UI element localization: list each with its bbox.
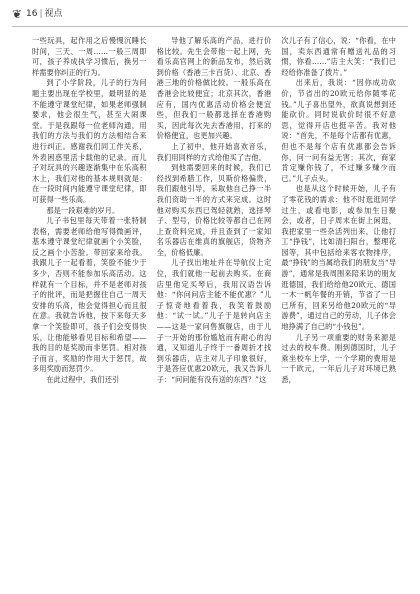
section-title: 视点 (44, 9, 63, 19)
header-rule (12, 26, 408, 27)
paragraph: 到他需要回来的时候，我们已经找到希腊工作，贝斯价格偏贵，我们跟他引导，采取他自己挣一半我们资助一半的方式来完成。这时他对购买东西已驾轻就熟，选择琴子、型号，价格比较等都自己在网上查资料完成，并且查到了一家知名乐器店在维真的旗舰店，货物齐全，价格低廉。 (156, 163, 272, 257)
paragraph: 导他了解乐高的产品，进行价格比较。先生会带他一起上网，先看乐高官网上的新品发布，然后就到价格（香港三卡百货）、北京、香港三地的价格做比较。一般乐高在香港会比较便宜；北京其次，香港应有，国内优惠活动价格会便宜些，但我们一般都选择在香港购买，因此每次先去香港用，打来的价格便宜，也更加兴趣。 (156, 36, 272, 141)
page-header (0, 0, 420, 26)
paragraph: 在此过程中，我们还引 (46, 375, 120, 384)
paragraph: 儿子另一项重要的财务来源是过去的校车费。刚到德国时，儿子乘坐校车上学，一个学期的费用是一千欧元，一年后儿子对环境已熟悉， (281, 332, 397, 384)
paragraph: 到了小学阶段，儿子的行为问题主要出现在学校里，最明显的是不能遵守课堂纪律，如果老师强制要求，他会很生气，甚至大闹课堂。于是我跟每一位老师沟通，用我们的方法与我们的方法相结合来进行纠正。感谢我们同工作关系，外表困惑里活卡载他的记录。而儿子对玩具的兴趣逐渐集中在乐高积木上，我们对他的基本规则就是：在一段时间内能遵守课堂纪律，即可获得一些乐高。 (32, 78, 147, 204)
paragraph: 一些玩具，起作用之后慢慢沉睡长时间，三天、一周……一般三周即可，孩子养成执学习惯后，换另一样需要你纠正的行为。 (32, 36, 147, 77)
column-2 (157, 36, 272, 586)
paragraph: 儿子书包里每天带着一张特制表格，需要老师给他写得微画评，基本遵守课堂纪律就画个小笑脸，反之画个小苦脸。带回家来给我。我跟儿子一起看着，笑脸不能少于多少，否则不能参加乐高活动。这样就有一个目标，并不是老师对孩子的批评，而是把握住自己一周天安排的乐高，他会觉得担心而且很在意。我就告诉他，按下来每天多拿一个笑脸即可，孩子们会变得快乐，让他能够看见目标和希望——我的目的是奖励而非惩罚。相对孩子而言，奖励的作用大于惩罚，故多用奖励而惩罚少。 (32, 216, 147, 374)
paragraph: 那是一段艰难的岁月。 (46, 205, 120, 215)
paragraph: 上了初中，他开始喜欢音乐，我们用同样的方式给他买了吉他。 (156, 141, 272, 162)
paragraph: 也是从这个时候开始，儿子有了零花钱的需求：他不时逛逛同学过生，或看电影，或参加生日聚会，或者，日子周末在街上闲逛，我把家里一些杂活列出来，让他打工“挣钱”，比如清扫阳台，整理花园等，其中包括给来客衣物排序，最“挣钱”的当属给我们的朋友当“导游”，通常是我周围来陪来访的朋友逛德国，我们给给他20欧元、德国一木一帆年餐的开销，节省了一日已所有，回来另给他20欧元的“导游费”，通过自己的劳动，儿子体会地挣满了自己的“小钱包”。 (281, 184, 397, 332)
paragraph: 儿子找出地址并在导航仪上定位，我们就他一起前去购买。在商店里他定买琴后，我用汉语告诉他：“你问问店主能不能优惠？”儿子惊奇地看着我，我笑着鼓励他：“试一试。”儿子于是转向店主——这是一家问售旗舰店，由于儿子一开始的那份尴尬而有耐心的沟通，又知道儿子终于一番周折才找到乐器店，店主对儿子印象很好，于是答应优惠20欧元，我又告诉儿子：“问问能有没有送的东西？”这 (156, 258, 272, 384)
page-number: 16 (26, 9, 38, 19)
separator: | (39, 9, 43, 19)
paragraph: 次儿子有了信心，说：“你看，在中国，卖东西通常有赠送礼品的习惯，你看……”店主大笑：“我们已经给你准备了拨片。” (281, 36, 397, 77)
column-1 (32, 36, 147, 586)
column-3 (281, 36, 396, 586)
paragraph: 出来后，我说：“因你成功砍价，节省出的20欧元给你随零花钱。”儿子喜出望外，欲真说想到还能砍价。同时说砍价时很不好意思，觉得开店也挺辛苦。我对他说：“首先，不是每个店都有优惠，但也不是每个店有优惠都会告诉你，问一问有益无害；其次，商家肯定赚你钱了，不过赚多赚少而已。”儿子点头。 (281, 78, 397, 183)
book-leaf-icon: ❦ (12, 7, 23, 21)
article-body (32, 36, 396, 586)
folio (26, 8, 63, 20)
